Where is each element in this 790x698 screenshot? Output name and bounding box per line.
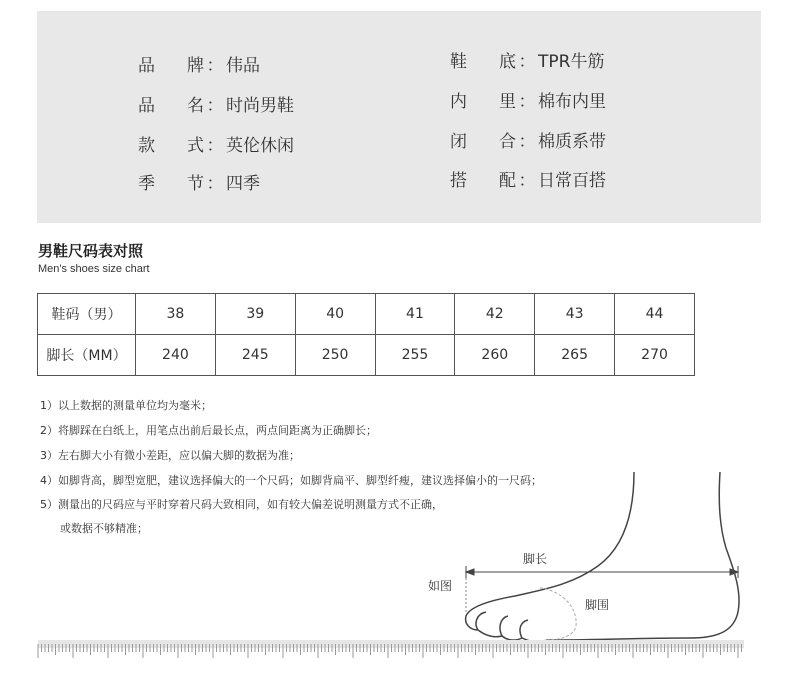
spec-colon: ：	[206, 56, 224, 76]
note-item: 或数据不够精准；	[60, 522, 148, 535]
spec-lining	[450, 87, 606, 112]
girth-curve	[540, 588, 576, 640]
size-chart-subtitle: Men's shoes size chart	[38, 263, 150, 275]
note-item: 5）测量出的尺码应与平时穿着尺码大致相同，如有较大偏差说明测量方式不正确，	[40, 498, 443, 511]
table-cell: 245	[215, 335, 295, 376]
ruler-ticks	[38, 644, 742, 658]
spec-value: 日常百搭	[538, 171, 606, 191]
spec-colon: ：	[518, 92, 536, 112]
spec-label: 搭配	[450, 171, 516, 191]
spec-label: 鞋底	[450, 52, 516, 72]
table-cell: 43	[535, 294, 615, 335]
table-cell: 270	[615, 335, 695, 376]
spec-value: 棉布内里	[538, 92, 606, 112]
table-cell: 41	[375, 294, 455, 335]
foot-length-label: 脚长	[523, 552, 548, 566]
note-item: 4）如脚背高，脚型宽肥，建议选择偏大的一个尺码；如脚背扁平、脚型纤瘦，建议选择偏小的一尺码；	[40, 474, 542, 487]
size-chart-title: 男鞋尺码表对照	[38, 242, 144, 260]
spec-colon: ：	[206, 136, 224, 156]
spec-colon: ：	[206, 96, 224, 116]
spec-value: 英伦休闲	[226, 136, 294, 156]
table-cell: 38	[136, 294, 216, 335]
table-row-sizes	[38, 294, 695, 335]
foot-outline	[466, 472, 739, 642]
spec-sole	[450, 47, 604, 72]
spec-label: 品名	[138, 96, 204, 116]
spec-closure	[450, 127, 606, 152]
table-cell: 265	[535, 335, 615, 376]
spec-label: 品牌	[138, 56, 204, 76]
spec-value: TPR牛筋	[538, 52, 605, 72]
table-cell: 250	[295, 335, 375, 376]
row-header-length: 脚长（MM）	[38, 335, 136, 376]
spec-value: 四季	[226, 174, 260, 194]
spec-colon: ：	[518, 132, 536, 152]
table-row-lengths	[38, 335, 695, 376]
size-table	[37, 293, 695, 376]
row-header-size: 鞋码（男）	[38, 294, 136, 335]
table-cell: 39	[215, 294, 295, 335]
spec-colon: ：	[518, 52, 536, 72]
spec-value: 棉质系带	[538, 132, 606, 152]
spec-product-name	[138, 91, 294, 116]
spec-brand	[138, 51, 260, 76]
table-cell: 44	[615, 294, 695, 335]
table-cell: 255	[375, 335, 455, 376]
ruler-bar	[38, 640, 744, 648]
foot-girth-label: 脚围	[585, 598, 610, 612]
note-item: 3）左右脚大小有微小差距，应以偏大脚的数据为准；	[40, 449, 300, 462]
note-item: 1）以上数据的测量单位均为毫米；	[40, 399, 212, 412]
spec-colon: ：	[206, 174, 224, 194]
length-arrow	[466, 566, 738, 578]
spec-matching	[450, 166, 606, 191]
spec-value: 时尚男鞋	[226, 96, 294, 116]
spec-style	[138, 131, 294, 156]
table-cell: 42	[455, 294, 535, 335]
table-cell: 240	[136, 335, 216, 376]
spec-colon: ：	[518, 171, 536, 191]
spec-label: 闭合	[450, 132, 516, 152]
table-cell: 40	[295, 294, 375, 335]
spec-value: 伟品	[226, 56, 260, 76]
note-item: 2）将脚踩在白纸上，用笔点出前后最长点，两点间距离为正确脚长；	[40, 424, 377, 437]
spec-season	[138, 169, 260, 194]
spec-label: 款式	[138, 136, 204, 156]
spec-label: 内里	[450, 92, 516, 112]
spec-label: 季节	[138, 174, 204, 194]
figure-label: 如图	[428, 579, 453, 593]
table-cell: 260	[455, 335, 535, 376]
